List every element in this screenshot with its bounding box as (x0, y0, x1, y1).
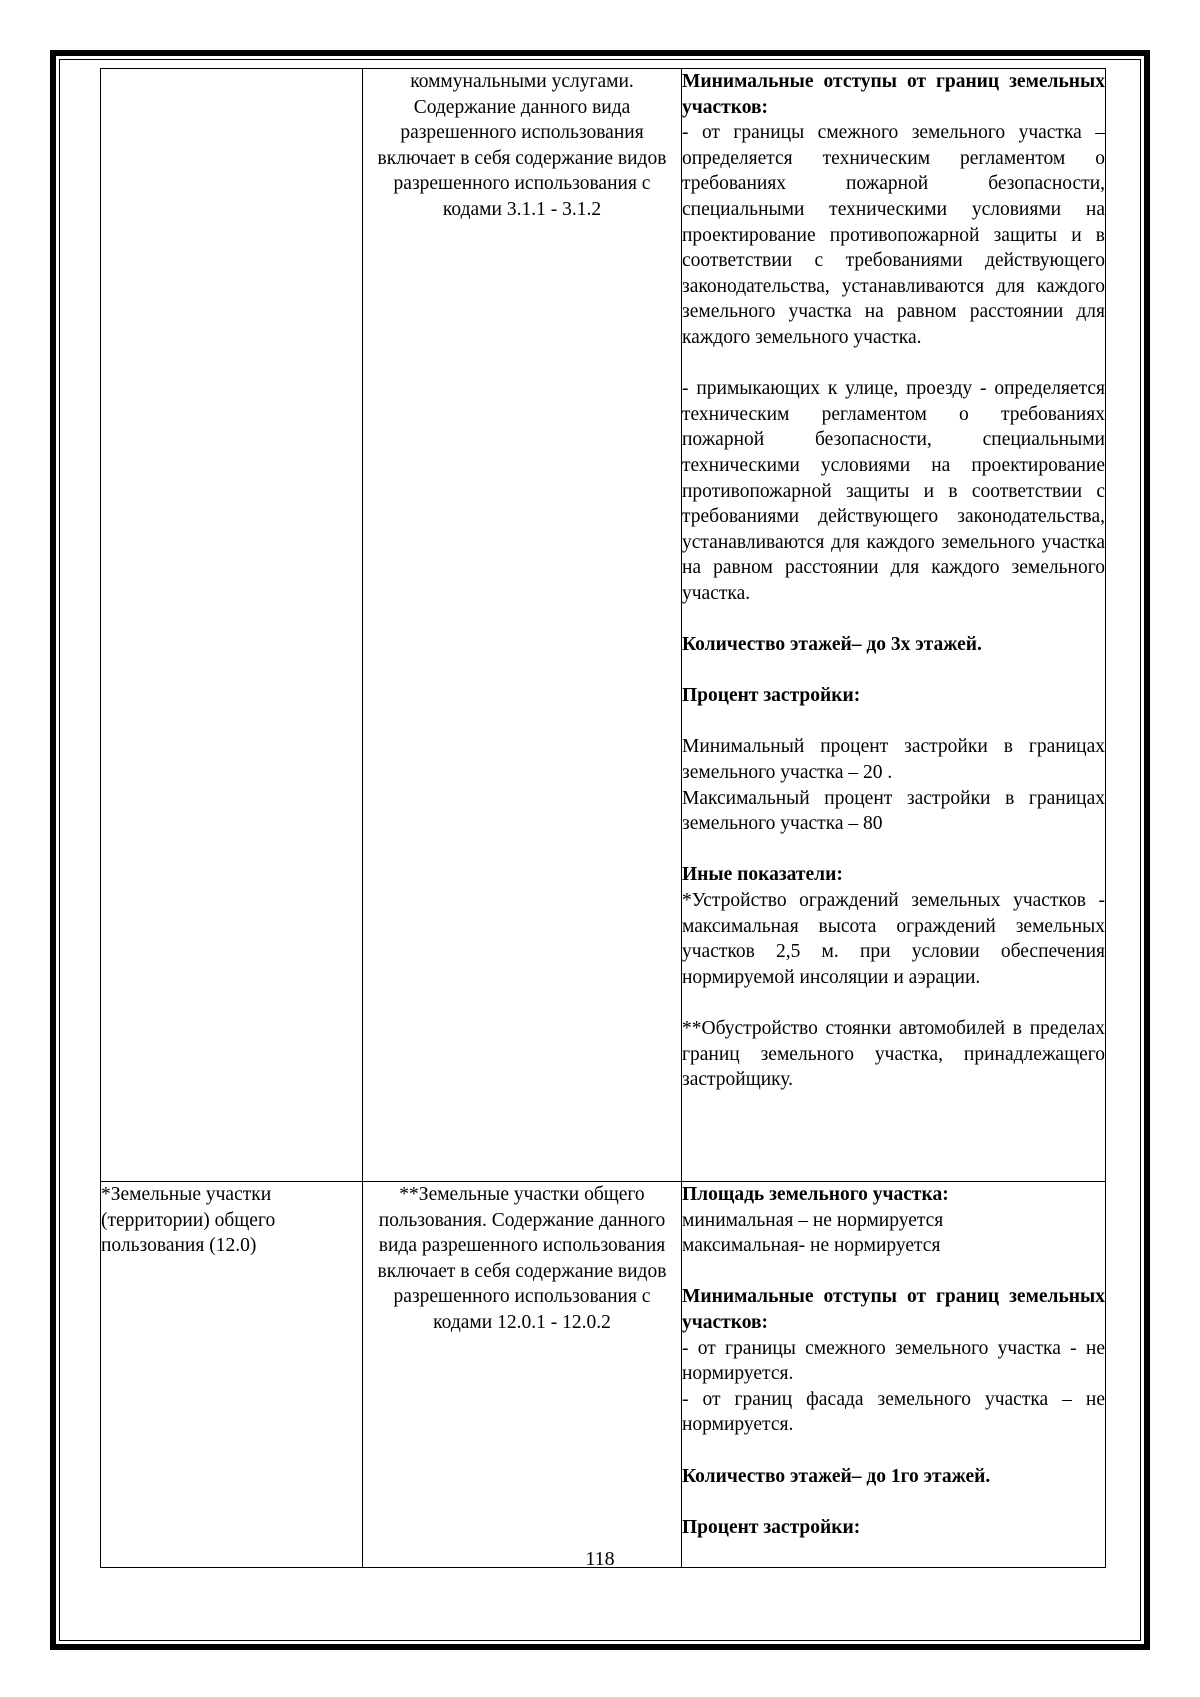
fence: *Устройство ограждений земельных участков - максимальная высота ограждений земельных участков 2,5 м. при условии обеспечения нормируемой инсоляции и аэрации. (682, 890, 1105, 988)
table-row (101, 69, 1106, 1182)
row1-col3 (682, 69, 1106, 1182)
setback-adjacent: - от границы смежного земельного участка – определяется техническим регламентом о требованиях пожарной безопасности, специальными техническими условиями на проектирование противопожарной защиты и в соответствии с требованиями действующего законодательства, устанавливаются для каждого земельного участка на равном расстоянии для каждого земельного участка. (682, 122, 1105, 348)
table-row (101, 1182, 1106, 1568)
coverage-title: Процент застройки: (682, 1516, 861, 1538)
row1-col2: коммунальными услугами. Содержание данного вида разрешенного использования включает в себя содержание видов разрешенного использования с кодами 3.1.1 - 3.1.2 (363, 69, 682, 1182)
coverage-max: Максимальный процент застройки в границах земельного участка – 80 (682, 787, 1105, 835)
area-max: максимальная- не нормируется (682, 1235, 941, 1257)
row1-col1 (101, 69, 363, 1182)
coverage-min: Минимальный процент застройки в границах земельного участка – 20 . (682, 736, 1105, 784)
coverage-title: Процент застройки: (682, 685, 861, 707)
row2-col2: **Земельные участки общего пользования. Содержание данного вида разрешенного использования включает в себя содержание видов разрешенного использования с кодами 12.0.1 - 12.0.2 (363, 1182, 682, 1568)
area-title: Площадь земельного участка: (682, 1184, 949, 1205)
setbacks-title: Минимальные отступы от границ земельных участков: (682, 1286, 1105, 1333)
zoning-table (100, 68, 1106, 1568)
other-title: Иные показатели: (682, 864, 843, 886)
setback-adjacent: - от границы смежного земельного участка - не нормируется. (682, 1337, 1105, 1385)
setback-street: - примыкающих к улице, проезду - определяется техническим регламентом о требованиях пожарной безопасности, специальными техническими условиями на проектирование противопожарной защиты и в соответствии с требованиями действующего законодательства, устанавливаются для каждого земельного участка на равном расстоянии для каждого земельного участка. (682, 378, 1105, 604)
page-number: 118 (585, 1548, 615, 1570)
parking: **Обустройство стоянки автомобилей в пределах границ земельного участка, принадлежащего застройщику. (682, 1017, 1105, 1091)
floors: Количество этажей– до 3х этажей. (682, 634, 982, 656)
setbacks-title: Минимальные отступы от границ земельных участков: (682, 71, 1105, 118)
setback-facade: - от границ фасада земельного участка – не нормируется. (682, 1388, 1105, 1436)
area-min: минимальная – не нормируется (682, 1209, 944, 1231)
row2-col1: *Земельные участки (территории) общего пользования (12.0) (101, 1182, 363, 1568)
row2-col3 (682, 1182, 1106, 1568)
floors: Количество этажей– до 1го этажей. (682, 1465, 991, 1487)
